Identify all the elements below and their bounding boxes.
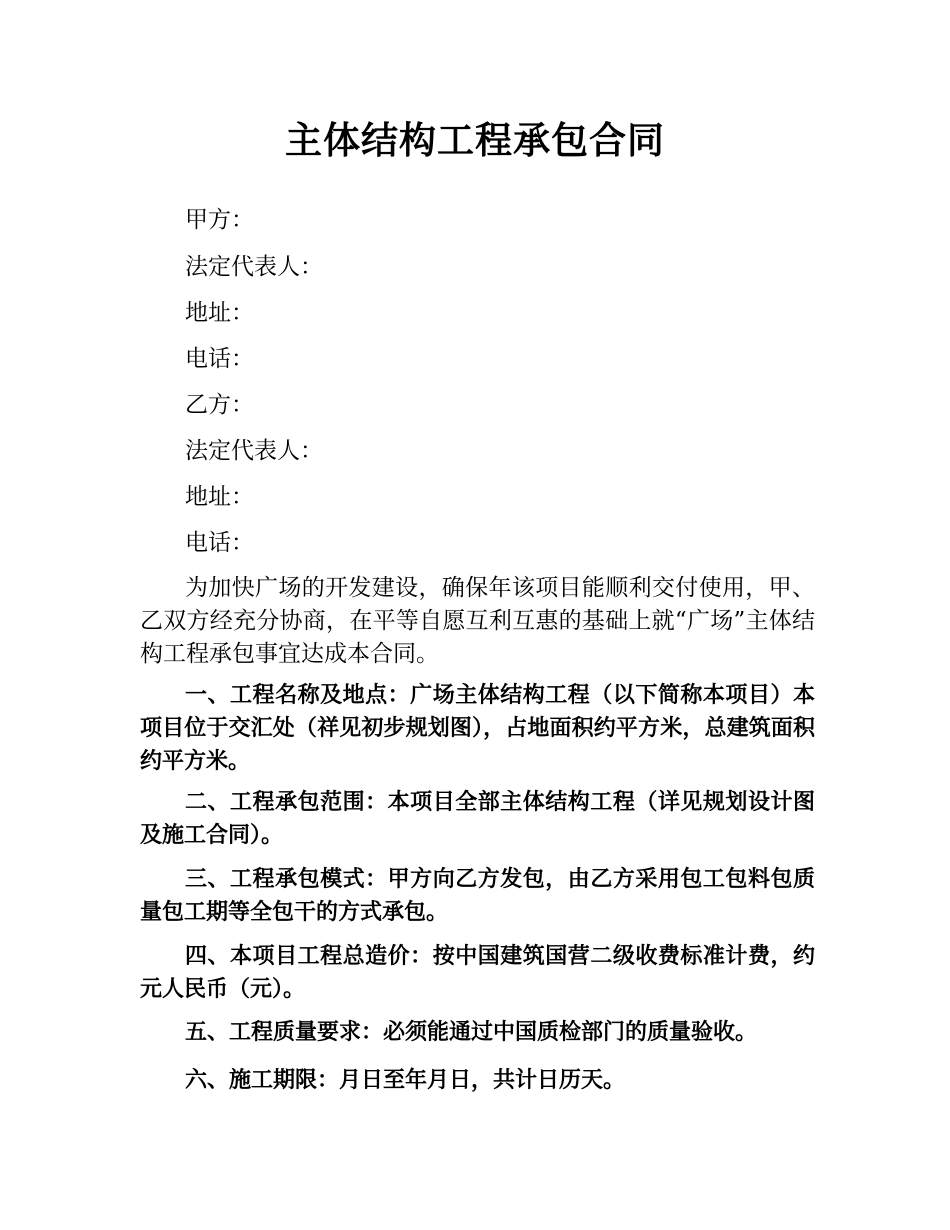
clause-1-project-name-location: 一、工程名称及地点：广场主体结构工程（以下简称本项目）本项目位于交汇处（祥见初步规划图），占地面积约平方米，总建筑面积约平方米。	[140, 683, 815, 774]
clause-6-construction-period: 六、施工期限：月日至年月日，共计日历天。	[185, 1068, 626, 1093]
party-a-address-label: 地址：	[185, 300, 254, 326]
party-b-name-label: 乙方：	[185, 392, 254, 418]
party-a-phone-label: 电话：	[185, 346, 254, 372]
page-title: 主体结构工程承包合同	[285, 119, 665, 162]
party-a-representative-label: 法定代表人：	[185, 254, 323, 280]
preamble-paragraph: 为加快广场的开发建设，确保年该项目能顺利交付使用，甲、乙双方经充分协商，在平等自愿互利互惠的基础上就“广场”主体结构工程承包事宜达成本合同。	[140, 575, 815, 667]
clause-3-contract-mode: 三、工程承包模式：甲方向乙方发包，由乙方采用包工包料包质量包工期等全包干的方式承包。	[140, 867, 815, 925]
party-b-address-label: 地址：	[185, 484, 254, 510]
party-a-name-label: 甲方：	[185, 207, 254, 233]
clause-4-total-cost: 四、本项目工程总造价：按中国建筑国营二级收费标准计费，约元人民币（元）。	[140, 944, 815, 1002]
clause-5-quality-requirement: 五、工程质量要求：必须能通过中国质检部门的质量验收。	[185, 1020, 758, 1045]
party-b-phone-label: 电话：	[185, 530, 254, 556]
party-b-representative-label: 法定代表人：	[185, 438, 323, 464]
clause-2-contract-scope: 二、工程承包范围：本项目全部主体结构工程（详见规划设计图及施工合同）。	[140, 790, 815, 848]
